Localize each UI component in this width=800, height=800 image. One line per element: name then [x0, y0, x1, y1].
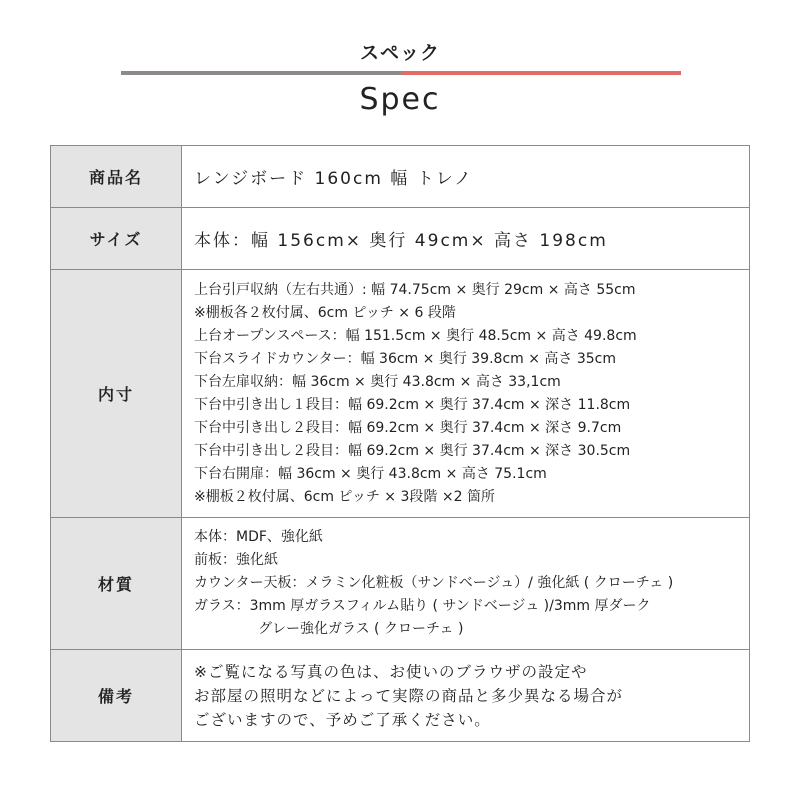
spec-line: 上台引戸収納（左右共通）: 幅 74.75cm × 奥行 29cm × 高さ 55cm: [194, 281, 636, 298]
spec-line: 下台中引き出し２段目：幅 69.2cm × 奥行 37.4cm × 深さ 30.5cm: [194, 442, 631, 459]
spec-row-note: [51, 650, 750, 742]
spec-line: 前板：強化紙: [194, 552, 278, 568]
title-divider: [121, 71, 681, 75]
spec-row-material: [51, 518, 750, 650]
spec-line: ※棚板各２枚付属、6cm ピッチ × 6 段階: [194, 304, 456, 321]
spec-label: サイズ: [51, 208, 182, 270]
spec-line: 下台中引き出し１段目：幅 69.2cm × 奥行 37.4cm × 深さ 11.8cm: [194, 396, 631, 413]
spec-row-size: [51, 208, 750, 270]
spec-row-name: [51, 146, 750, 208]
spec-line: カウンター天板：メラミン化粧板（サンドベージュ）/ 強化紙 ( クローチェ ): [194, 575, 674, 591]
spec-label: 備考: [51, 650, 182, 742]
spec-table: [50, 145, 750, 742]
spec-line: ございますので、予めご了承ください。: [194, 710, 491, 729]
spec-label: 材質: [51, 518, 182, 650]
divider-right: [401, 71, 681, 75]
spec-line: 下台左扉収納：幅 36cm × 奥行 43.8cm × 高さ 33,1cm: [194, 373, 561, 390]
spec-value: 本体：幅 156cm× 奥行 49cm× 高さ 198cm: [182, 208, 750, 270]
divider-left: [121, 71, 401, 75]
spec-line: お部屋の照明などによって実際の商品と多少異なる場合が: [194, 686, 624, 705]
spec-value: レンジボード 160cm 幅 トレノ: [182, 146, 750, 208]
spec-value-list: [182, 518, 750, 650]
spec-label: 商品名: [51, 146, 182, 208]
spec-value-list: [182, 270, 750, 518]
spec-line: ※棚板２枚付属、6cm ピッチ × 3段階 ×2 箇所: [194, 488, 495, 505]
spec-line: ガラス：3mm 厚ガラスフィルム貼り ( サンドベージュ )/3mm 厚ダーク: [194, 598, 651, 614]
spec-line: 下台右開扉：幅 36cm × 奥行 43.8cm × 高さ 75.1cm: [194, 465, 547, 482]
section-title: Spec: [359, 82, 441, 117]
spec-line: 上台オープンスペース：幅 151.5cm × 奥行 48.5cm × 高さ 49.8cm: [194, 327, 637, 344]
spec-value-list: [182, 650, 750, 742]
spec-row-inner: [51, 270, 750, 518]
section-subtitle: スペック: [359, 42, 440, 64]
spec-line: 下台スライドカウンター：幅 36cm × 奥行 39.8cm × 高さ 35cm: [194, 350, 617, 367]
spec-label: 内寸: [51, 270, 182, 518]
spec-line: ※ご覧になる写真の色は、お使いのブラウザの設定や: [194, 662, 588, 681]
spec-line: グレー強化ガラス ( クローチェ ): [258, 621, 464, 637]
spec-line: 本体：MDF、強化紙: [194, 529, 323, 545]
spec-line: 下台中引き出し２段目：幅 69.2cm × 奥行 37.4cm × 深さ 9.7cm: [194, 419, 622, 436]
